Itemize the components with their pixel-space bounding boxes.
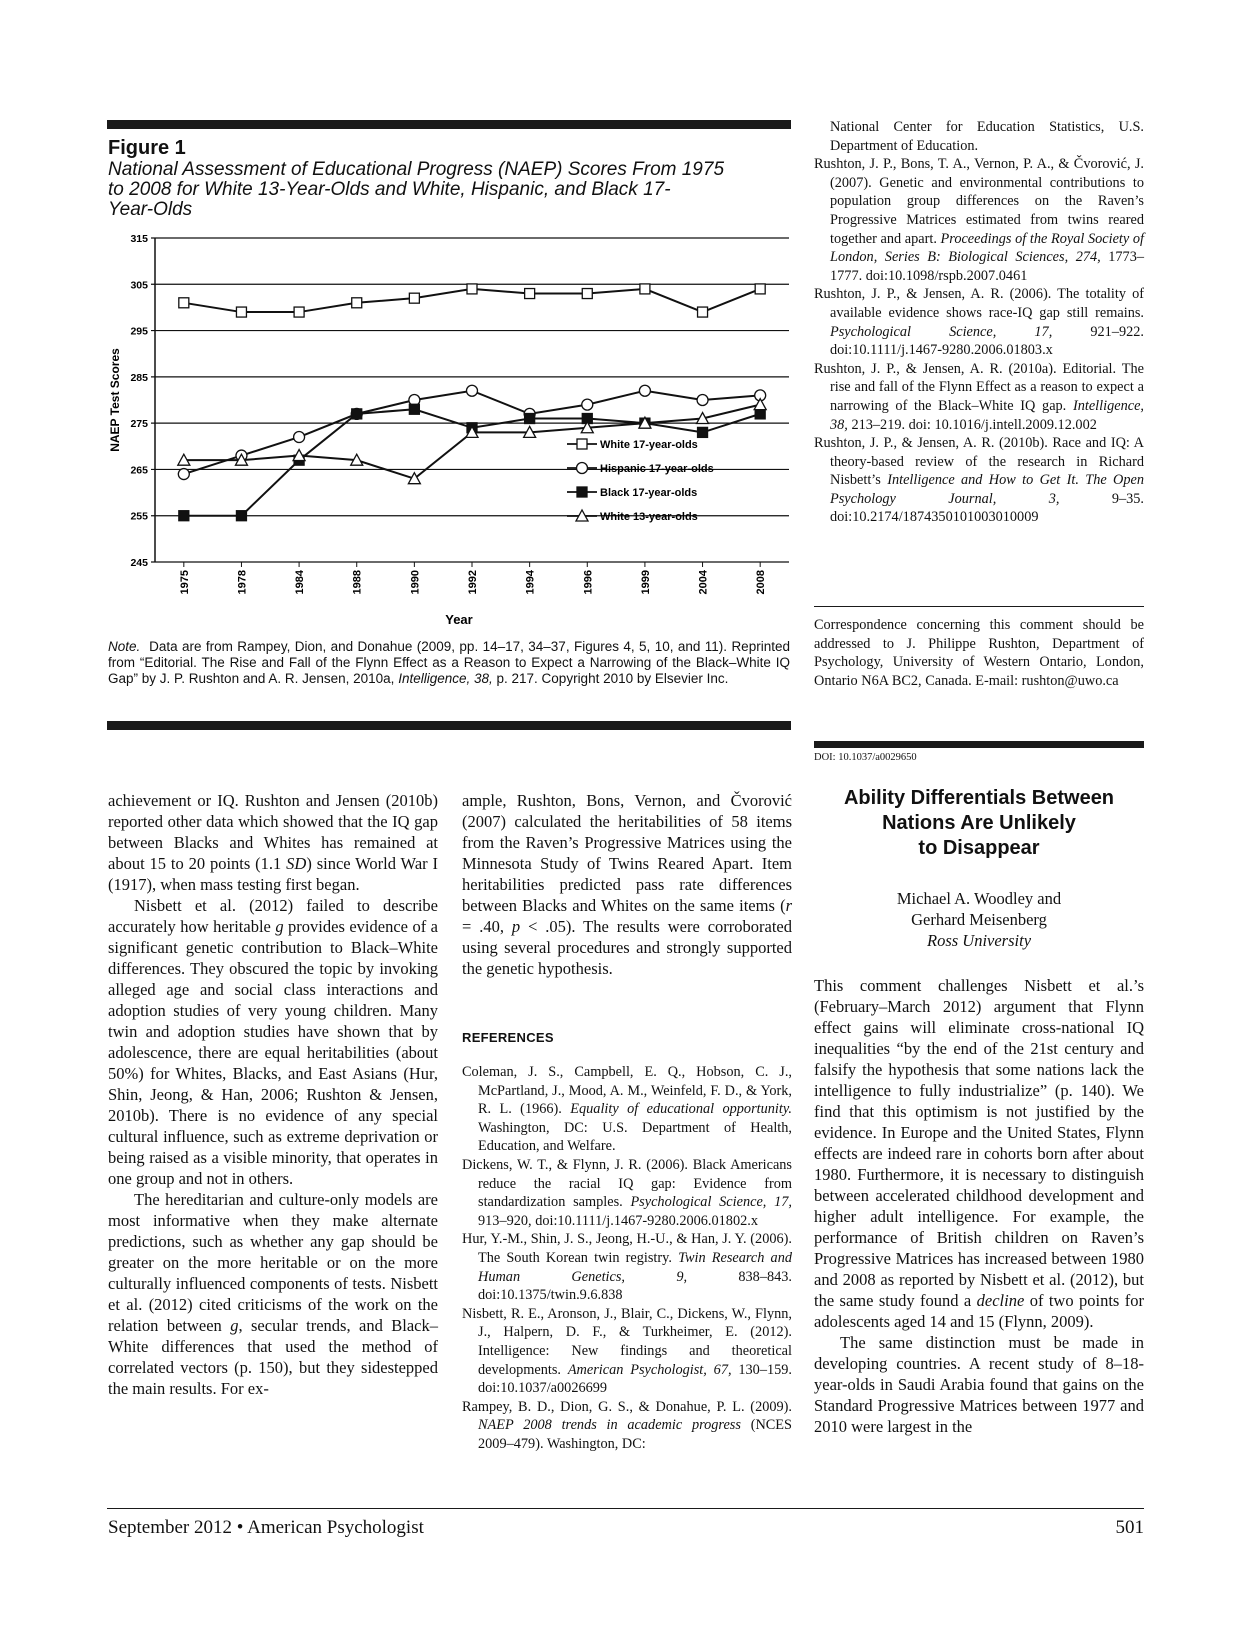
data-point bbox=[755, 284, 765, 294]
note-text: Data are from Rampey, Dion, and Donahue (2009, pp. 14–17, 34–37, Figures 4, 5, 10, and 11). Reprinted from “Editorial. The Rise and Fall of the Flynn Effect as a Reason to Expect a Narrowing of the Black–White IQ Gap” by J. P. Rushton and A. R. Jensen, 2010a, bbox=[108, 639, 790, 686]
reference-item: Rampey, B. D., Dion, G. S., & Donahue, P. L. (2009). NAEP 2008 trends in academic progress (NCES 2009–479). Washington, DC: bbox=[462, 1398, 792, 1452]
column-1 bbox=[108, 790, 438, 1399]
data-point bbox=[409, 293, 419, 303]
reference-item: Hur, Y.-M., Shin, J. S., Jeong, H.-U., & Han, J. Y. (2006). The South Korean twin registry. Twin Research and Human Genetics, 9, 838–843. doi:10.1375/twin.9.6.838 bbox=[462, 1231, 792, 1304]
article-title-line-1: Ability Differentials Between bbox=[843, 787, 1115, 809]
references-list-col2 bbox=[462, 1063, 792, 1453]
data-point bbox=[754, 399, 766, 410]
column-3-body bbox=[814, 975, 1144, 1437]
x-tick-label: 1999 bbox=[639, 570, 652, 595]
data-point bbox=[236, 307, 246, 317]
legend-label: White 17-year-olds bbox=[600, 439, 698, 451]
figure-caption bbox=[108, 160, 798, 220]
column-2 bbox=[462, 790, 792, 979]
data-point bbox=[236, 511, 246, 521]
data-point bbox=[525, 289, 535, 299]
legend-label: Black 17-year-olds bbox=[600, 487, 698, 499]
data-point bbox=[179, 298, 189, 308]
x-axis-label: Year bbox=[445, 612, 473, 627]
col2-paragraph-1: ample, Rushton, Bons, Vernon, and Čvorović (2007) calculated the heritabilities of 58 items from the Raven’s Progressive Matrices using the Minnesota Study of Twins Reared Apart. Item heritabilities predicted pass rate differences between Blacks and Whites on the same items (r = .40, p < .05). The results were corroborated using several procedures and strongly supported the genetic hypothesis. bbox=[462, 791, 792, 978]
chart-series bbox=[178, 284, 766, 521]
y-tick-label: 245 bbox=[130, 557, 148, 569]
figure-label: Figure 1 bbox=[108, 137, 186, 159]
caption-line-1: National Assessment of Educational Progress (NAEP) Scores From 1975 bbox=[108, 159, 725, 180]
data-point bbox=[577, 463, 588, 474]
article-title-line-3: to Disappear bbox=[918, 837, 1040, 859]
data-point bbox=[698, 307, 708, 317]
footer-rule bbox=[107, 1508, 1144, 1509]
note-tail: p. 217. Copyright 2010 by Elsevier Inc. bbox=[492, 671, 729, 686]
x-tick-label: 1975 bbox=[178, 570, 191, 595]
reference-item: Rushton, J. P., Bons, T. A., Vernon, P. A., & Čvorović, J. (2007). Genetic and environmental contributions to population group differences on the Raven’s Progressive Matrices estimated from twins reared together and apart. Proceedings of the Royal Society of London, Series B: Biological Sciences, 274, 1773–1777. doi:10.1098/rspb.2007.0461 bbox=[814, 156, 1144, 284]
data-point bbox=[525, 414, 535, 424]
data-point bbox=[639, 385, 650, 396]
data-point bbox=[294, 307, 304, 317]
legend-item bbox=[567, 439, 698, 451]
data-point bbox=[697, 395, 708, 406]
correspondence-note: Correspondence concerning this comment should be addressed to J. Philippe Rushton, Department of Psychology, University of Western Ontario, London, Ontario N6A BC2, Canada. E-mail: rushton@uwo.ca bbox=[814, 617, 1144, 689]
article-title-line-2: Nations Are Unlikely bbox=[882, 812, 1076, 834]
data-point bbox=[640, 284, 650, 294]
data-point bbox=[467, 385, 478, 396]
col1-paragraph-3: The hereditarian and culture-only models are most informative when they make alternate predictions, such as whether any gap should be greater on the more heritable or on the more culturally influenced components of tests. Nisbett et al. (2012) cited criticisms of the work on the relation between g, secular trends, and Black–White differences that used the method of correlated vectors (p. 150), but they sidestepped the main results. For ex- bbox=[108, 1190, 438, 1398]
figure-bottom-rule bbox=[107, 721, 791, 730]
data-point bbox=[179, 511, 189, 521]
article-divider-rule bbox=[814, 741, 1144, 748]
col1-paragraph-2: Nisbett et al. (2012) failed to describe accurately how heritable g provides evidence of a significant genetic contribution to Black–White differences. They obscured the topic by invoking alleged age and social class interactions and adoption studies of very young children. Many twin and adoption studies have shown that by adolescence, there are equal heritabilities (about 50%) for Whites, Blacks, and East Asians (Hur, Shin, Jeong, & Han, 2006; Rushton & Jensen, 2010b). There is no evidence of any special cultural influence, such as extreme deprivation or being raised as a visible minority, that operates in one group and not in others. bbox=[108, 896, 438, 1188]
x-tick-label: 1992 bbox=[467, 570, 479, 595]
x-tick-label: 2004 bbox=[697, 570, 710, 595]
data-point bbox=[178, 469, 189, 480]
y-tick-label: 265 bbox=[130, 464, 148, 477]
data-point bbox=[577, 439, 587, 449]
caption-line-3: Year-Olds bbox=[108, 199, 193, 220]
y-tick-labels bbox=[130, 233, 148, 569]
series-open-square bbox=[179, 284, 765, 317]
y-tick-label: 305 bbox=[130, 279, 148, 292]
article-authors bbox=[814, 888, 1144, 951]
references-heading: REFERENCES bbox=[462, 1030, 554, 1045]
col3-paragraph-1: This comment challenges Nisbett et al.’s (February–March 2012) argument that Flynn effect gains will eliminate cross-national IQ inequalities “by the end of the 21st century and falsify the hypothesis that some nations lack the intelligence to fully industrialize” (p. 140). We find that this optimism is not justified by the evidence. In Europe and the United States, Flynn effects are indeed rare in cohorts born after about 1980. Furthermore, it is necessary to distinguish between accelerated childhood development and higher adult intelligence. For example, the performance of British children on Raven’s Progressive Matrices has increased between 1980 and 2008 as reported by Nisbett et al. (2012), but the same study found a decline of two points for adolescents aged 14 and 15 (Flynn, 2009). bbox=[814, 976, 1144, 1331]
col3-paragraph-2: The same distinction must be made in developing countries. A recent study of 8–18-year-olds in Saudi Arabia found that gains on the Standard Progressive Matrices between 1977 and 2010 were largest in the bbox=[814, 1333, 1144, 1436]
reference-item: Rushton, J. P., & Jensen, A. R. (2006). The totality of available evidence shows race-IQ gap still remains. Psychological Science, 17, 921–922. doi:10.1111/j.1467-9280.2006.01803.x bbox=[814, 286, 1144, 359]
references-list-col3 bbox=[814, 118, 1144, 527]
reference-continuation: National Center for Education Statistics, U.S. Department of Education. bbox=[830, 119, 1144, 154]
x-tick-label: 1994 bbox=[524, 570, 537, 595]
col1-paragraph-1: achievement or IQ. Rushton and Jensen (2010b) reported other data which showed that the IQ gap between Blacks and Whites has remained at about 15 to 20 points (1.1 SD) since World War I (1917), when mass testing first began. bbox=[108, 791, 438, 894]
author-line-2: Gerhard Meisenberg bbox=[911, 910, 1047, 929]
data-point bbox=[698, 427, 708, 437]
article-title bbox=[814, 786, 1144, 861]
chart-legend bbox=[567, 439, 714, 523]
y-axis-label: NAEP Test Scores bbox=[108, 348, 122, 452]
figure-note bbox=[108, 639, 790, 687]
y-tick-label: 255 bbox=[130, 510, 148, 523]
legend-item bbox=[567, 487, 697, 499]
naep-line-chart bbox=[107, 230, 797, 630]
data-point bbox=[755, 409, 765, 419]
data-point bbox=[582, 399, 593, 410]
x-tick-label: 1990 bbox=[409, 570, 422, 595]
reference-item: Rushton, J. P., & Jensen, A. R. (2010b). Race and IQ: A theory-based review of the research in Richard Nisbett’s Intelligence and How to Get It. The Open Psychology Journal, 3, 9–35. doi:10.2174/1874350101003010009 bbox=[814, 435, 1144, 526]
reference-item: Nisbett, R. E., Aronson, J., Blair, C., Dickens, W., Flynn, J., Halpern, D. F., & Turkheimer, E. (2012). Intelligence: New findings and theoretical developments. American Psychologist, 67, 130–159. doi:10.1037/a0026699 bbox=[462, 1305, 792, 1397]
x-tick-label: 1978 bbox=[236, 570, 249, 595]
correspondence-rule bbox=[814, 606, 1144, 607]
data-point bbox=[352, 409, 362, 419]
legend-item bbox=[567, 463, 714, 476]
reference-item: Rushton, J. P., & Jensen, A. R. (2010a). Editorial. The rise and fall of the Flynn Effect as a reason to expect a narrowing of the Black–White IQ gap. Intelligence, 38, 213–219. doi: 10.1016/j.intell.2009.12.002 bbox=[814, 360, 1144, 433]
footer-journal: September 2012 • American Psychologist bbox=[108, 1517, 424, 1538]
data-point bbox=[352, 298, 362, 308]
legend-label: Hispanic 17-year-olds bbox=[600, 463, 714, 475]
article-doi: DOI: 10.1037/a0029650 bbox=[814, 752, 917, 763]
data-point bbox=[577, 487, 587, 497]
x-tick-labels bbox=[179, 562, 767, 594]
y-tick-label: 295 bbox=[130, 325, 148, 338]
x-tick-label: 1996 bbox=[582, 570, 595, 595]
x-tick-label: 2008 bbox=[755, 570, 768, 595]
note-label: Note. bbox=[108, 639, 141, 654]
author-line-1: Michael A. Woodley and bbox=[896, 889, 1062, 908]
note-journal: Intelligence, 38, bbox=[398, 671, 493, 686]
data-point bbox=[582, 289, 592, 299]
y-tick-label: 315 bbox=[130, 233, 148, 245]
reference-item: Coleman, J. S., Campbell, E. Q., Hobson, C. J., McPartland, J., Mood, A. M., Weinfeld, F. D., & York, R. L. (1966). Equality of educational opportunity. Washington, DC: U.S. Department of Health, Education, and Welfare. bbox=[462, 1064, 792, 1155]
figure-top-rule bbox=[107, 120, 791, 129]
reference-item: Dickens, W. T., & Flynn, J. R. (2006). Black Americans reduce the racial IQ gap: Evidence from standardization samples. Psychological Science, 17, 913–920, doi:10.1111/j.1467-9280.2006.01802.x bbox=[462, 1156, 792, 1229]
data-point bbox=[467, 284, 477, 294]
legend-item bbox=[567, 510, 698, 523]
author-affiliation: Ross University bbox=[926, 931, 1032, 950]
data-point bbox=[294, 432, 305, 443]
x-tick-label: 1984 bbox=[294, 570, 307, 595]
caption-line-2: to 2008 for White 13-Year-Olds and White, Hispanic, and Black 17- bbox=[108, 179, 671, 200]
legend-label: White 13-year-olds bbox=[600, 511, 698, 523]
page-number: 501 bbox=[1115, 1517, 1144, 1538]
y-tick-label: 285 bbox=[130, 371, 148, 384]
y-tick-label: 275 bbox=[130, 418, 148, 431]
x-tick-label: 1988 bbox=[351, 570, 364, 595]
data-point bbox=[409, 404, 419, 414]
